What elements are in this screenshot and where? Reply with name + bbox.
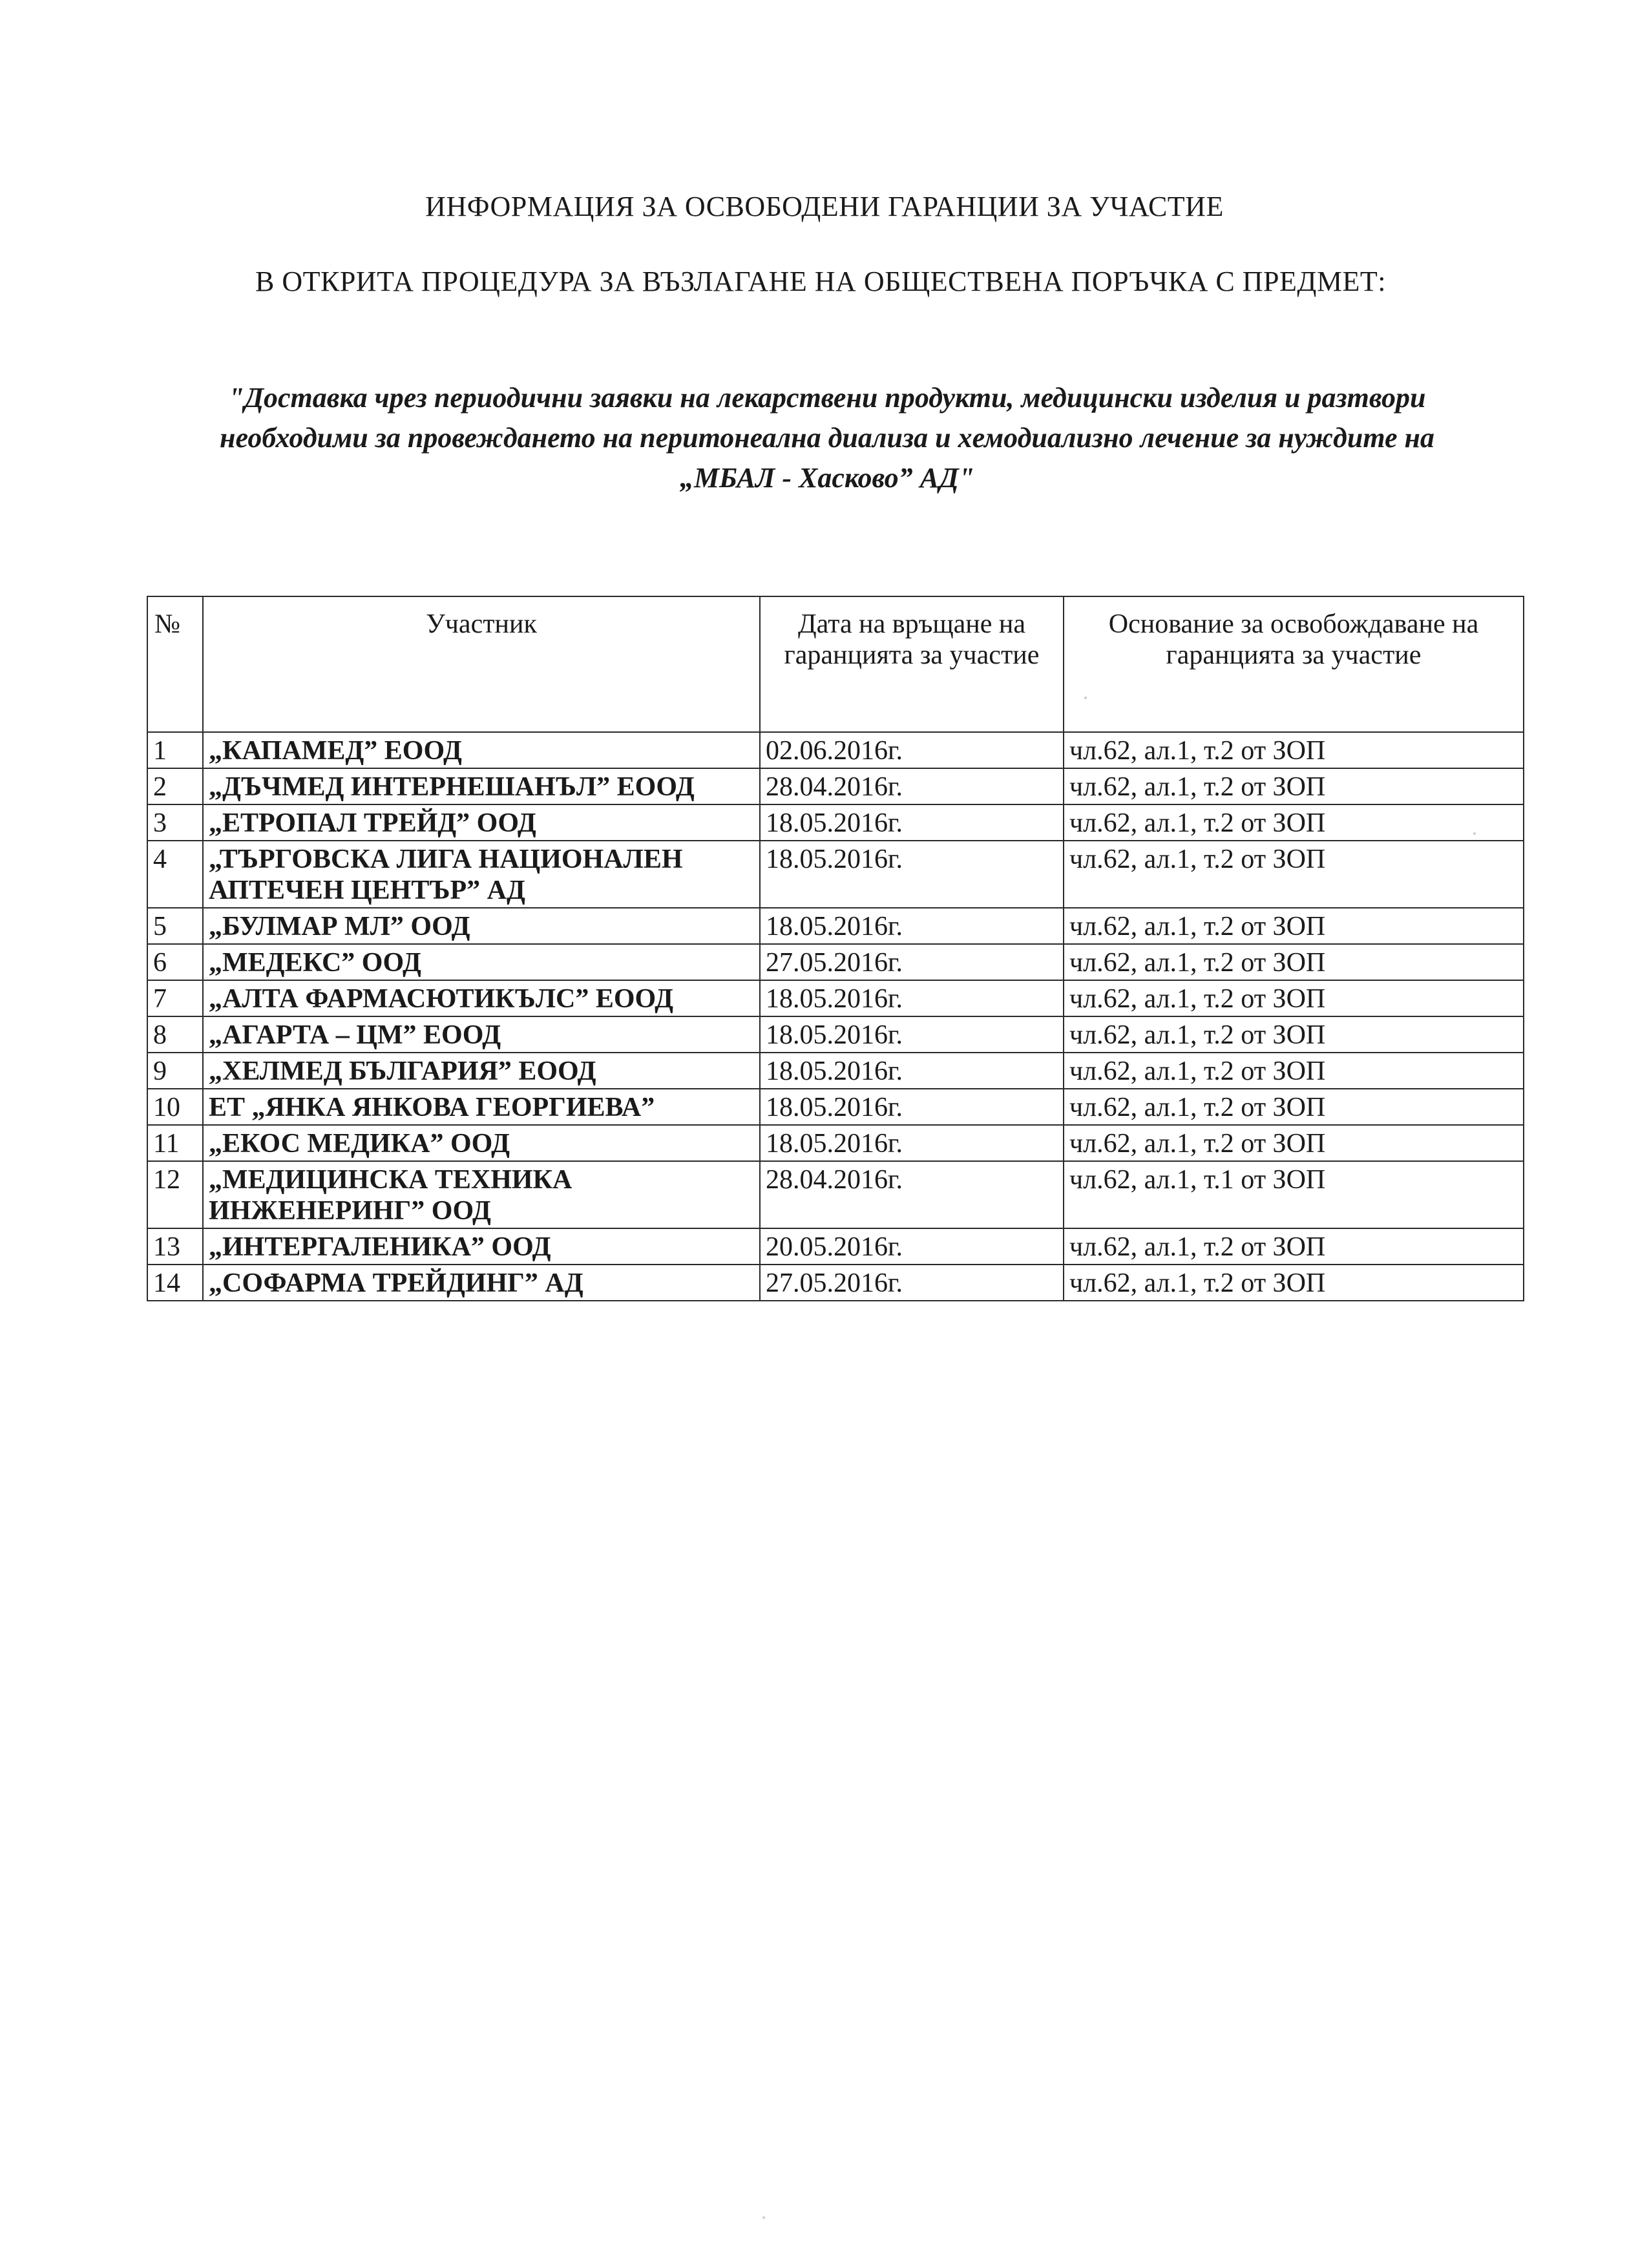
return-date: 18.05.2016г. [760, 1016, 1064, 1053]
return-date: 20.05.2016г. [760, 1228, 1064, 1265]
row-number: 1 [147, 732, 203, 768]
participant-name: „МЕДИЦИНСКА ТЕХНИКА ИНЖЕНЕРИНГ” ООД [203, 1161, 760, 1228]
row-number: 4 [147, 841, 203, 908]
return-date: 18.05.2016г. [760, 1053, 1064, 1089]
procurement-subject: "Доставка чрез периодични заявки на лекарствени продукти, медицински изделия и разтвори необходими за провеждането на перитонеална диализа и хемодиализно лечение за нуждите на „МБАЛ - Хасково” АД" [220, 382, 1434, 494]
return-date: 27.05.2016г. [760, 944, 1064, 980]
release-basis: чл.62, ал.1, т.2 от ЗОП [1064, 804, 1524, 841]
participant-name: „ИНТЕРГАЛЕНИКА” ООД [203, 1228, 760, 1265]
table-row [147, 804, 1524, 841]
header-number: № [147, 596, 203, 732]
row-number: 13 [147, 1228, 203, 1265]
row-number: 7 [147, 980, 203, 1016]
participant-name: „СОФАРМА ТРЕЙДИНГ” АД [203, 1265, 760, 1301]
release-basis: чл.62, ал.1, т.2 от ЗОП [1064, 908, 1524, 944]
row-number: 12 [147, 1161, 203, 1228]
release-basis: чл.62, ал.1, т.2 от ЗОП [1064, 768, 1524, 804]
participant-name: „АГАРТА – ЦМ” ЕООД [203, 1016, 760, 1053]
table-row [147, 1161, 1524, 1228]
row-number: 3 [147, 804, 203, 841]
return-date: 02.06.2016г. [760, 732, 1064, 768]
table-row [147, 1125, 1524, 1161]
row-number: 6 [147, 944, 203, 980]
release-basis: чл.62, ал.1, т.2 от ЗОП [1064, 1265, 1524, 1301]
participant-name: „ДЪЧМЕД ИНТЕРНЕШАНЪЛ” ЕООД [203, 768, 760, 804]
document-heading-line1: ИНФОРМАЦИЯ ЗА ОСВОБОДЕНИ ГАРАНЦИИ ЗА УЧАСТИЕ [425, 191, 1224, 222]
participants-table [147, 596, 1524, 1301]
table-header-row [147, 596, 1524, 732]
return-date: 18.05.2016г. [760, 1089, 1064, 1125]
row-number: 10 [147, 1089, 203, 1125]
document-heading-line2: В ОТКРИТА ПРОЦЕДУРА ЗА ВЪЗЛАГАНЕ НА ОБЩЕСТВЕНА ПОРЪЧКА С ПРЕДМЕТ: [255, 266, 1387, 297]
release-basis: чл.62, ал.1, т.2 от ЗОП [1064, 841, 1524, 908]
row-number: 14 [147, 1265, 203, 1301]
participant-name: „ТЪРГОВСКА ЛИГА НАЦИОНАЛЕН АПТЕЧЕН ЦЕНТЪР” АД [203, 841, 760, 908]
return-date: 27.05.2016г. [760, 1265, 1064, 1301]
participant-name: „БУЛМАР МЛ” ООД [203, 908, 760, 944]
table-row [147, 908, 1524, 944]
release-basis: чл.62, ал.1, т.1 от ЗОП [1064, 1161, 1524, 1228]
release-basis: чл.62, ал.1, т.2 от ЗОП [1064, 944, 1524, 980]
table-row [147, 732, 1524, 768]
scan-speck [1473, 832, 1476, 835]
table-row [147, 768, 1524, 804]
participant-name: „ЕТРОПАЛ ТРЕЙД” ООД [203, 804, 760, 841]
return-date: 18.05.2016г. [760, 804, 1064, 841]
release-basis: чл.62, ал.1, т.2 от ЗОП [1064, 732, 1524, 768]
table-row [147, 1228, 1524, 1265]
release-basis: чл.62, ал.1, т.2 от ЗОП [1064, 1016, 1524, 1053]
table-row [147, 1016, 1524, 1053]
row-number: 5 [147, 908, 203, 944]
release-basis: чл.62, ал.1, т.2 от ЗОП [1064, 1125, 1524, 1161]
header-release-basis: Основание за освобождаване на гаранцията за участие [1064, 596, 1524, 732]
return-date: 18.05.2016г. [760, 841, 1064, 908]
participant-name: ЕТ „ЯНКА ЯНКОВА ГЕОРГИЕВА” [203, 1089, 760, 1125]
table-row [147, 1265, 1524, 1301]
return-date: 18.05.2016г. [760, 908, 1064, 944]
participant-name: „ХЕЛМЕД БЪЛГАРИЯ” ЕООД [203, 1053, 760, 1089]
row-number: 8 [147, 1016, 203, 1053]
scan-speck [762, 2216, 765, 2219]
participant-name: „КАПАМЕД” ЕООД [203, 732, 760, 768]
release-basis: чл.62, ал.1, т.2 от ЗОП [1064, 1089, 1524, 1125]
table-row [147, 1053, 1524, 1089]
table-row [147, 1089, 1524, 1125]
participant-name: „ЕКОС МЕДИКА” ООД [203, 1125, 760, 1161]
scan-speck [1084, 697, 1087, 699]
return-date: 18.05.2016г. [760, 1125, 1064, 1161]
participant-name: „МЕДЕКС” ООД [203, 944, 760, 980]
row-number: 9 [147, 1053, 203, 1089]
table-row [147, 944, 1524, 980]
table-row [147, 980, 1524, 1016]
return-date: 18.05.2016г. [760, 980, 1064, 1016]
table-row [147, 841, 1524, 908]
row-number: 11 [147, 1125, 203, 1161]
participant-name: „АЛТА ФАРМАСЮТИКЪЛС” ЕООД [203, 980, 760, 1016]
header-return-date: Дата на връщане на гаранцията за участие [760, 596, 1064, 732]
header-participant: Участник [203, 596, 760, 732]
return-date: 28.04.2016г. [760, 768, 1064, 804]
release-basis: чл.62, ал.1, т.2 от ЗОП [1064, 1228, 1524, 1265]
release-basis: чл.62, ал.1, т.2 от ЗОП [1064, 980, 1524, 1016]
row-number: 2 [147, 768, 203, 804]
return-date: 28.04.2016г. [760, 1161, 1064, 1228]
release-basis: чл.62, ал.1, т.2 от ЗОП [1064, 1053, 1524, 1089]
